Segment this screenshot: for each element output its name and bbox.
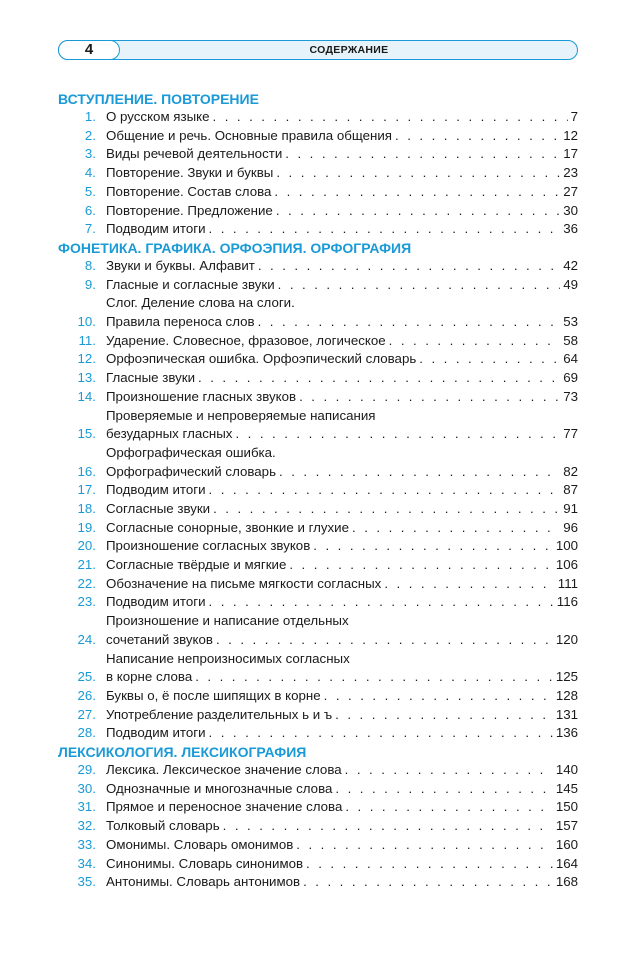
entry-line xyxy=(106,631,578,650)
entry-number: 6. xyxy=(84,202,96,218)
entry-body xyxy=(106,108,578,127)
entry-title: Повторение. Предложение xyxy=(106,202,273,218)
section-title: ВСТУПЛЕНИЕ. ПОВТОРЕНИЕ xyxy=(58,91,259,107)
entry-page-number: 91 xyxy=(563,500,578,516)
dot-leader xyxy=(213,108,568,127)
entry-page-number: 125 xyxy=(555,669,578,685)
entry-body xyxy=(106,220,578,239)
entry-title: Согласные сонорные, звонкие и глухие xyxy=(106,519,349,535)
toc-entry[interactable] xyxy=(58,519,578,538)
dot-leader xyxy=(209,481,561,500)
entry-body xyxy=(106,127,578,146)
entry-page-number: 168 xyxy=(555,874,578,890)
dot-leader xyxy=(278,276,561,295)
entry-number: 16. xyxy=(77,463,96,479)
entry-body xyxy=(106,761,578,780)
entry-page-number: 120 xyxy=(555,631,578,647)
entry-title: Повторение. Состав слова xyxy=(106,183,272,199)
entry-title: Подводим итоги xyxy=(106,221,206,237)
entry-number: 27. xyxy=(77,706,96,722)
toc-entry[interactable] xyxy=(58,332,578,351)
entry-number: 11. xyxy=(78,332,96,348)
entry-page-number: 111 xyxy=(557,575,578,591)
entry-title: сочетаний звуков xyxy=(106,631,213,647)
entry-line xyxy=(106,500,578,519)
dot-leader xyxy=(216,631,553,650)
entry-page-number: 58 xyxy=(563,332,578,348)
entry-title: Виды речевой деятельности xyxy=(106,146,283,162)
entry-number: 34. xyxy=(77,855,96,871)
entry-body xyxy=(106,650,578,687)
entry-title: Толковый словарь xyxy=(106,818,220,834)
entry-line xyxy=(106,202,578,221)
entry-number: 12. xyxy=(77,351,96,367)
entry-page-number: 96 xyxy=(563,519,578,535)
entry-page-number: 87 xyxy=(563,482,578,498)
entry-title: Гласные и согласные звуки xyxy=(106,276,275,292)
entry-body xyxy=(106,594,578,613)
entry-body xyxy=(106,500,578,519)
toc-entry[interactable] xyxy=(58,369,578,388)
entry-number: 1. xyxy=(84,109,96,124)
toc-entry[interactable] xyxy=(58,350,578,369)
entry-title: Орфоэпическая ошибка. Орфоэпический словарь xyxy=(106,351,417,367)
entry-number: 3. xyxy=(84,146,96,162)
entry-body xyxy=(106,556,578,575)
dot-leader xyxy=(306,855,553,874)
entry-line xyxy=(106,369,578,388)
entry-body xyxy=(106,798,578,817)
entry-number: 19. xyxy=(77,519,96,535)
entry-line xyxy=(106,313,578,332)
dot-leader xyxy=(209,593,554,612)
entry-page-number: 12 xyxy=(563,127,578,143)
dot-leader xyxy=(285,145,560,164)
dot-leader xyxy=(389,332,561,351)
entry-number: 30. xyxy=(77,780,96,796)
entry-line xyxy=(106,444,578,463)
dot-leader xyxy=(419,350,560,369)
entry-body xyxy=(106,873,578,892)
entry-line xyxy=(106,650,578,669)
entry-page-number: 30 xyxy=(563,202,578,218)
entry-page-number: 73 xyxy=(563,388,578,404)
entry-body xyxy=(106,294,578,331)
entry-title: Синонимы. Словарь синонимов xyxy=(106,855,304,871)
toc-entry[interactable] xyxy=(58,817,578,836)
entry-title: Подводим итоги xyxy=(106,594,206,610)
entry-page-number: 131 xyxy=(555,706,578,722)
toc-entry[interactable] xyxy=(58,127,578,146)
section-title: ЛЕКСИКОЛОГИЯ. ЛЕКСИКОГРАФИЯ xyxy=(58,744,307,761)
toc-entry[interactable] xyxy=(58,724,578,743)
dot-leader xyxy=(335,780,552,799)
toc-entry[interactable] xyxy=(58,183,578,202)
entry-line xyxy=(106,668,578,687)
dot-leader xyxy=(289,556,552,575)
entry-body xyxy=(106,407,578,444)
entry-page-number: 36 xyxy=(563,221,578,237)
entry-body xyxy=(106,817,578,836)
entry-body xyxy=(106,724,578,743)
entry-title: Правила переноса слов xyxy=(106,314,255,329)
entry-number: 20. xyxy=(77,538,96,554)
entry-number: 33. xyxy=(77,836,96,852)
dot-leader xyxy=(303,873,553,892)
entry-page-number: 77 xyxy=(563,426,578,442)
entry-page-number: 23 xyxy=(563,165,578,181)
entry-title: Ударение. Словесное, фразовое, логическое xyxy=(106,332,386,348)
entry-title: в корне слова xyxy=(106,669,193,685)
entry-line xyxy=(106,276,578,295)
toc-entry[interactable] xyxy=(58,873,578,892)
entry-body xyxy=(106,257,578,276)
toc-entry[interactable] xyxy=(58,687,578,706)
entry-title: Звуки и буквы. Алфавит xyxy=(106,257,255,273)
toc-entry[interactable] xyxy=(58,556,578,575)
toc-entry[interactable] xyxy=(58,836,578,855)
entry-line xyxy=(106,556,578,575)
entry-title: Слог. Деление слова на слоги. xyxy=(106,295,295,311)
entry-title: Антонимы. Словарь антонимов xyxy=(106,874,301,890)
dot-leader xyxy=(279,463,560,482)
entry-title: Лексика. Лексическое значение слова xyxy=(106,762,342,778)
entry-page-number: 128 xyxy=(555,687,578,703)
entry-number: 7. xyxy=(84,221,96,237)
entry-title: Проверяемые и непроверяемые написания xyxy=(106,407,376,423)
entry-line xyxy=(106,108,578,127)
entry-line xyxy=(106,798,578,817)
entry-line xyxy=(106,537,578,556)
entry-body xyxy=(106,276,578,295)
entry-title: Общение и речь. Основные правила общения xyxy=(106,127,392,143)
entry-line xyxy=(106,183,578,202)
entry-number: 4. xyxy=(84,165,96,181)
entry-line xyxy=(106,836,578,855)
dot-leader xyxy=(198,369,560,388)
toc-entry[interactable] xyxy=(58,798,578,817)
entry-title: Гласные звуки xyxy=(106,370,196,386)
toc-entry[interactable] xyxy=(58,257,578,276)
toc-entry[interactable] xyxy=(58,407,578,444)
entry-body xyxy=(106,780,578,799)
dot-leader xyxy=(313,537,553,556)
toc-entry[interactable] xyxy=(58,220,578,239)
entry-number: 28. xyxy=(77,725,96,741)
entry-line xyxy=(106,687,578,706)
toc-entry[interactable] xyxy=(58,612,578,649)
table-of-contents xyxy=(58,90,578,892)
page-title: СОДЕРЖАНИЕ xyxy=(309,44,389,56)
entry-body xyxy=(106,444,578,481)
entry-title: Написание непроизносимых согласных xyxy=(106,650,350,666)
entry-line xyxy=(106,425,578,444)
entry-title: Повторение. Звуки и буквы xyxy=(106,165,274,181)
dot-leader xyxy=(345,798,552,817)
entry-number: 17. xyxy=(77,482,96,498)
dot-leader xyxy=(335,706,553,725)
entry-line xyxy=(106,612,578,631)
dot-leader xyxy=(195,668,553,687)
entry-body xyxy=(106,164,578,183)
toc-entry[interactable] xyxy=(58,388,578,407)
entry-body xyxy=(106,836,578,855)
dot-leader xyxy=(395,127,560,146)
entry-body xyxy=(106,481,578,500)
entry-body xyxy=(106,145,578,164)
entry-line xyxy=(106,164,578,183)
section-title: ФОНЕТИКА. ГРАФИКА. ОРФОЭПИЯ. ОРФОГРАФИЯ xyxy=(58,239,412,256)
toc-entry[interactable] xyxy=(58,855,578,874)
dot-leader xyxy=(296,836,553,855)
dot-leader xyxy=(235,425,560,444)
entry-body xyxy=(106,575,578,594)
entry-number: 15. xyxy=(77,426,96,442)
entry-page-number: 27 xyxy=(563,183,578,199)
entry-page-number: 17 xyxy=(563,146,578,162)
entry-title: Произношение гласных звуков xyxy=(106,388,297,404)
entry-title: безударных гласных xyxy=(106,426,233,442)
entry-body xyxy=(106,537,578,556)
entry-title: Подводим итоги xyxy=(106,725,206,741)
entry-page-number: 164 xyxy=(555,855,578,871)
entry-body xyxy=(106,183,578,202)
entry-body xyxy=(106,612,578,649)
entry-number: 31. xyxy=(77,799,96,815)
entry-line xyxy=(106,388,578,407)
entry-body xyxy=(106,388,578,407)
entry-number: 21. xyxy=(77,557,96,573)
entry-page-number: 160 xyxy=(555,836,578,852)
entry-line xyxy=(106,855,578,874)
dot-leader xyxy=(274,183,560,202)
entry-title: Произношение и написание отдельных xyxy=(106,613,349,629)
entry-body xyxy=(106,855,578,874)
toc-entry[interactable] xyxy=(58,145,578,164)
entry-number: 13. xyxy=(77,370,96,386)
entry-line xyxy=(106,220,578,239)
entry-page-number: 140 xyxy=(555,762,578,778)
entry-page-number: 150 xyxy=(555,799,578,815)
entry-number: 29. xyxy=(77,762,96,778)
entry-line xyxy=(106,350,578,369)
dot-leader xyxy=(345,761,553,780)
entry-number: 2. xyxy=(84,127,96,143)
entry-line xyxy=(106,481,578,500)
entry-number: 9. xyxy=(84,276,96,292)
entry-line xyxy=(106,724,578,743)
entry-page-number: 145 xyxy=(555,780,578,796)
entry-title: Омонимы. Словарь омонимов xyxy=(106,836,294,852)
dot-leader xyxy=(299,388,560,407)
entry-title: Орфографическая ошибка. xyxy=(106,444,276,460)
entry-title: Употребление разделительных ь и ъ xyxy=(106,706,333,722)
dot-leader xyxy=(223,817,553,836)
entry-title: Согласные звуки xyxy=(106,500,211,516)
entry-page-number: 100 xyxy=(555,538,578,554)
entry-number: 5. xyxy=(84,183,96,199)
entry-number: 25. xyxy=(77,669,96,685)
entry-line xyxy=(106,332,578,351)
entry-number: 23. xyxy=(77,594,96,610)
entry-line xyxy=(106,873,578,892)
entry-title: Произношение согласных звуков xyxy=(106,538,311,554)
toc-entry[interactable] xyxy=(58,108,578,127)
entry-number: 8. xyxy=(84,257,96,273)
toc-entry[interactable] xyxy=(58,650,578,687)
toc-entry[interactable] xyxy=(58,276,578,295)
entry-line xyxy=(106,594,578,613)
entry-page-number: 49 xyxy=(563,276,578,292)
entry-number: 24. xyxy=(77,631,96,647)
entry-line xyxy=(106,761,578,780)
dot-leader xyxy=(276,202,560,221)
entry-line xyxy=(106,519,578,538)
toc-entry[interactable] xyxy=(58,294,578,331)
entry-title: Однозначные и многозначные слова xyxy=(106,780,333,796)
entry-title: Орфографический словарь xyxy=(106,463,277,479)
entry-body xyxy=(106,687,578,706)
entry-title: Подводим итоги xyxy=(106,482,206,498)
toc-entry[interactable] xyxy=(58,481,578,500)
dot-leader xyxy=(384,575,554,594)
entry-line xyxy=(106,407,578,426)
entry-number: 32. xyxy=(77,818,96,834)
entry-body xyxy=(106,202,578,221)
entry-number: 14. xyxy=(77,388,96,404)
entry-body xyxy=(106,706,578,725)
toc-entry[interactable] xyxy=(58,575,578,594)
toc-entry[interactable] xyxy=(58,780,578,799)
dot-leader xyxy=(258,313,561,332)
dot-leader xyxy=(276,164,560,183)
entry-title: Согласные твёрдые и мягкие xyxy=(106,557,287,573)
entry-page-number: 69 xyxy=(563,370,578,386)
entry-number: 18. xyxy=(77,500,96,516)
toc-entry[interactable] xyxy=(58,500,578,519)
entry-body xyxy=(106,369,578,388)
entry-title: Буквы о, ё после шипящих в корне xyxy=(106,687,321,703)
entry-line xyxy=(106,780,578,799)
entry-body xyxy=(106,350,578,369)
dot-leader xyxy=(352,519,560,538)
entry-line xyxy=(106,257,578,276)
page-number: 4 xyxy=(58,40,120,60)
toc-entry[interactable] xyxy=(58,202,578,221)
entry-number: 22. xyxy=(77,575,96,591)
entry-body xyxy=(106,519,578,538)
entry-line xyxy=(106,817,578,836)
entry-line xyxy=(106,127,578,146)
entry-page-number: 53 xyxy=(563,314,578,329)
entry-line xyxy=(106,706,578,725)
entry-number: 10. xyxy=(77,314,96,329)
entry-title: Прямое и переносное значение слова xyxy=(106,799,343,815)
dot-leader xyxy=(209,724,553,743)
entry-page-number: 7 xyxy=(570,109,578,124)
entry-line xyxy=(106,145,578,164)
dot-leader xyxy=(258,257,560,276)
dot-leader xyxy=(324,687,553,706)
toc-entry[interactable] xyxy=(58,593,578,612)
entry-body xyxy=(106,332,578,351)
entry-page-number: 136 xyxy=(555,725,578,741)
entry-page-number: 64 xyxy=(563,351,578,367)
entry-page-number: 157 xyxy=(555,818,578,834)
entry-title: Обозначение на письме мягкости согласных xyxy=(106,575,382,591)
entry-page-number: 82 xyxy=(563,463,578,479)
toc-entry[interactable] xyxy=(58,537,578,556)
entry-line xyxy=(106,575,578,594)
toc-entry[interactable] xyxy=(58,706,578,725)
entry-page-number: 42 xyxy=(563,257,578,273)
entry-number: 26. xyxy=(77,687,96,703)
dot-leader xyxy=(209,220,561,239)
entry-line xyxy=(106,294,578,313)
entry-line xyxy=(106,463,578,482)
entry-title: О русском языке xyxy=(106,109,210,124)
toc-entry[interactable] xyxy=(58,761,578,780)
dot-leader xyxy=(213,500,560,519)
entry-number: 35. xyxy=(77,874,96,890)
entry-page-number: 106 xyxy=(555,557,578,573)
toc-entry[interactable] xyxy=(58,164,578,183)
entry-page-number: 116 xyxy=(556,594,578,610)
toc-entry[interactable] xyxy=(58,444,578,481)
